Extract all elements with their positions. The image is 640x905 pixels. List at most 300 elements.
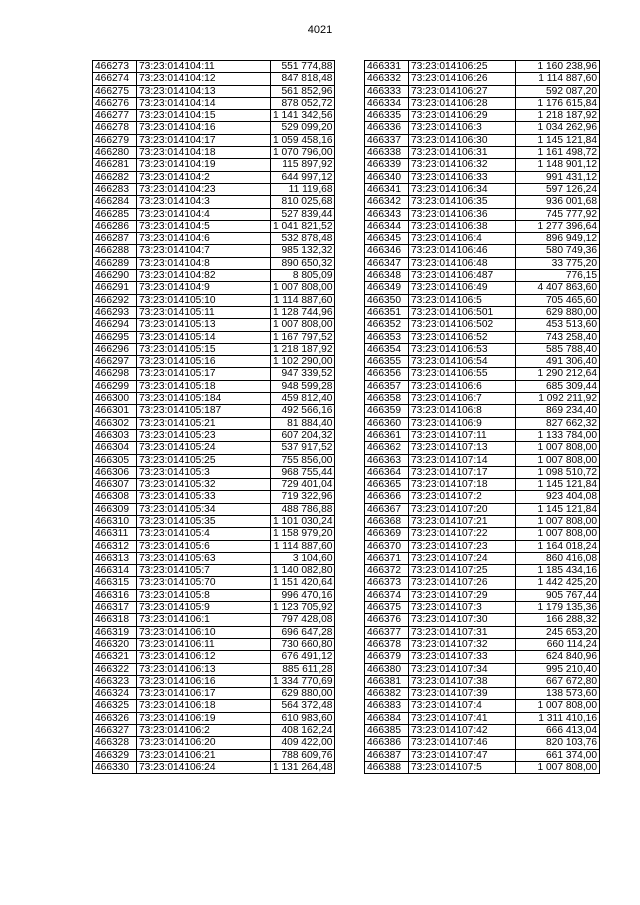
row-number-cell: 466360 (365, 417, 409, 429)
row-number-cell: 466289 (93, 257, 137, 269)
row-number-cell: 466322 (93, 663, 137, 675)
row-number-cell: 466367 (365, 503, 409, 515)
value-cell: 947 339,52 (271, 368, 335, 380)
cadastral-number-cell: 73:23:014104:2 (137, 171, 271, 183)
row-number-cell: 466339 (365, 159, 409, 171)
table-row (365, 737, 600, 749)
value-cell: 827 662,32 (516, 417, 600, 429)
value-cell: 1 092 211,92 (516, 393, 600, 405)
cadastral-number-cell: 73:23:014107:23 (409, 540, 516, 552)
row-number-cell: 466274 (93, 73, 137, 85)
value-cell: 705 465,60 (516, 294, 600, 306)
cadastral-number-cell: 73:23:014106:34 (409, 183, 516, 195)
table-row (93, 515, 335, 527)
cadastral-number-cell: 73:23:014107:13 (409, 442, 516, 454)
row-number-cell: 466369 (365, 528, 409, 540)
row-number-cell: 466387 (365, 749, 409, 761)
table-row (365, 331, 600, 343)
table-row (93, 97, 335, 109)
cadastral-number-cell: 73:23:014106:20 (137, 737, 271, 749)
value-cell: 1 131 264,48 (271, 761, 335, 773)
value-cell: 585 788,40 (516, 343, 600, 355)
value-cell: 730 660,80 (271, 638, 335, 650)
row-number-cell: 466321 (93, 651, 137, 663)
table-row (365, 405, 600, 417)
row-number-cell: 466284 (93, 196, 137, 208)
cadastral-number-cell: 73:23:014104:19 (137, 159, 271, 171)
cadastral-number-cell: 73:23:014105:15 (137, 343, 271, 355)
cadastral-number-cell: 73:23:014107:20 (409, 503, 516, 515)
row-number-cell: 466377 (365, 626, 409, 638)
table-row (93, 429, 335, 441)
cadastral-number-cell: 73:23:014104:6 (137, 233, 271, 245)
table-row (365, 417, 600, 429)
table-row (93, 356, 335, 368)
row-number-cell: 466282 (93, 171, 137, 183)
row-number-cell: 466378 (365, 638, 409, 650)
row-number-cell: 466375 (365, 602, 409, 614)
cadastral-number-cell: 73:23:014106:30 (409, 134, 516, 146)
table-row (93, 577, 335, 589)
value-cell: 905 767,44 (516, 589, 600, 601)
table-row (93, 147, 335, 159)
row-number-cell: 466325 (93, 700, 137, 712)
table-row (93, 503, 335, 515)
value-cell: 1 160 238,96 (516, 61, 600, 73)
value-cell: 660 114,24 (516, 638, 600, 650)
cadastral-number-cell: 73:23:014106:5 (409, 294, 516, 306)
value-cell: 878 052,72 (271, 97, 335, 109)
row-number-cell: 466328 (93, 737, 137, 749)
row-number-cell: 466374 (365, 589, 409, 601)
row-number-cell: 466316 (93, 589, 137, 601)
row-number-cell: 466286 (93, 220, 137, 232)
table-row (93, 638, 335, 650)
table-row (365, 614, 600, 626)
cadastral-number-cell: 73:23:014106:18 (137, 700, 271, 712)
value-cell: 453 513,60 (516, 319, 600, 331)
value-cell: 1 133 784,00 (516, 429, 600, 441)
table-row (93, 220, 335, 232)
row-number-cell: 466380 (365, 663, 409, 675)
table-row (93, 552, 335, 564)
row-number-cell: 466342 (365, 196, 409, 208)
row-number-cell: 466308 (93, 491, 137, 503)
cadastral-number-cell: 73:23:014107:38 (409, 675, 516, 687)
cadastral-number-cell: 73:23:014105:21 (137, 417, 271, 429)
table-row (93, 171, 335, 183)
table-row (365, 442, 600, 454)
cadastral-number-cell: 73:23:014107:39 (409, 688, 516, 700)
value-cell: 81 884,40 (271, 417, 335, 429)
value-cell: 1 167 797,52 (271, 331, 335, 343)
row-number-cell: 466373 (365, 577, 409, 589)
table-row (365, 380, 600, 392)
row-number-cell: 466341 (365, 183, 409, 195)
table-row (365, 565, 600, 577)
row-number-cell: 466310 (93, 515, 137, 527)
table-row (93, 417, 335, 429)
value-cell: 4 407 863,60 (516, 282, 600, 294)
row-number-cell: 466296 (93, 343, 137, 355)
row-number-cell: 466301 (93, 405, 137, 417)
row-number-cell: 466335 (365, 110, 409, 122)
cadastral-number-cell: 73:23:014106:4 (409, 233, 516, 245)
cadastral-number-cell: 73:23:014104:17 (137, 134, 271, 146)
row-number-cell: 466337 (365, 134, 409, 146)
row-number-cell: 466297 (93, 356, 137, 368)
value-cell: 896 949,12 (516, 233, 600, 245)
row-number-cell: 466313 (93, 552, 137, 564)
value-cell: 1 059 458,16 (271, 134, 335, 146)
cadastral-number-cell: 73:23:014106:52 (409, 331, 516, 343)
row-number-cell: 466302 (93, 417, 137, 429)
cadastral-number-cell: 73:23:014105:34 (137, 503, 271, 515)
register-table-left (92, 60, 335, 774)
table-row (365, 675, 600, 687)
value-cell: 629 880,00 (271, 688, 335, 700)
cadastral-number-cell: 73:23:014105:3 (137, 466, 271, 478)
table-row (365, 552, 600, 564)
value-cell: 597 126,24 (516, 183, 600, 195)
row-number-cell: 466294 (93, 319, 137, 331)
row-number-cell: 466295 (93, 331, 137, 343)
row-number-cell: 466276 (93, 97, 137, 109)
table-row (93, 663, 335, 675)
cadastral-number-cell: 73:23:014105:17 (137, 368, 271, 380)
table-row (93, 159, 335, 171)
row-number-cell: 466345 (365, 233, 409, 245)
row-number-cell: 466333 (365, 85, 409, 97)
cadastral-number-cell: 73:23:014107:31 (409, 626, 516, 638)
value-cell: 564 372,48 (271, 700, 335, 712)
cadastral-number-cell: 73:23:014104:3 (137, 196, 271, 208)
cadastral-number-cell: 73:23:014106:1 (137, 614, 271, 626)
table-row (93, 442, 335, 454)
value-cell: 1 007 808,00 (516, 700, 600, 712)
row-number-cell: 466334 (365, 97, 409, 109)
value-cell: 1 176 615,84 (516, 97, 600, 109)
row-number-cell: 466278 (93, 122, 137, 134)
cadastral-number-cell: 73:23:014106:55 (409, 368, 516, 380)
value-cell: 996 470,16 (271, 589, 335, 601)
table-row (365, 122, 600, 134)
value-cell: 166 288,32 (516, 614, 600, 626)
table-row (365, 220, 600, 232)
row-number-cell: 466318 (93, 614, 137, 626)
row-number-cell: 466291 (93, 282, 137, 294)
value-cell: 529 099,20 (271, 122, 335, 134)
row-number-cell: 466336 (365, 122, 409, 134)
table-row (93, 651, 335, 663)
row-number-cell: 466383 (365, 700, 409, 712)
table-row (93, 331, 335, 343)
table-row (93, 122, 335, 134)
value-cell: 624 840,96 (516, 651, 600, 663)
value-cell: 1 158 979,20 (271, 528, 335, 540)
value-cell: 1 161 498,72 (516, 147, 600, 159)
value-cell: 1 102 290,00 (271, 356, 335, 368)
row-number-cell: 466376 (365, 614, 409, 626)
value-cell: 527 839,44 (271, 208, 335, 220)
row-number-cell: 466273 (93, 61, 137, 73)
cadastral-number-cell: 73:23:014104:12 (137, 73, 271, 85)
row-number-cell: 466363 (365, 454, 409, 466)
table-row (365, 712, 600, 724)
value-cell: 580 749,36 (516, 245, 600, 257)
row-number-cell: 466275 (93, 85, 137, 97)
row-number-cell: 466386 (365, 737, 409, 749)
row-number-cell: 466346 (365, 245, 409, 257)
value-cell: 1 101 030,24 (271, 515, 335, 527)
cadastral-number-cell: 73:23:014105:35 (137, 515, 271, 527)
table-row (365, 626, 600, 638)
table-row (93, 761, 335, 773)
value-cell: 729 401,04 (271, 479, 335, 491)
row-number-cell: 466315 (93, 577, 137, 589)
cadastral-number-cell: 73:23:014106:26 (409, 73, 516, 85)
cadastral-number-cell: 73:23:014106:31 (409, 147, 516, 159)
row-number-cell: 466382 (365, 688, 409, 700)
table-row (93, 85, 335, 97)
value-cell: 676 491,12 (271, 651, 335, 663)
row-number-cell: 466306 (93, 466, 137, 478)
cadastral-number-cell: 73:23:014106:21 (137, 749, 271, 761)
table-row (365, 651, 600, 663)
cadastral-number-cell: 73:23:014106:53 (409, 343, 516, 355)
table-row (365, 429, 600, 441)
table-row (93, 393, 335, 405)
cadastral-number-cell: 73:23:014106:16 (137, 675, 271, 687)
value-cell: 532 878,48 (271, 233, 335, 245)
cadastral-number-cell: 73:23:014104:23 (137, 183, 271, 195)
cadastral-number-cell: 73:23:014107:30 (409, 614, 516, 626)
table-row (93, 712, 335, 724)
cadastral-number-cell: 73:23:014104:18 (137, 147, 271, 159)
cadastral-number-cell: 73:23:014107:32 (409, 638, 516, 650)
cadastral-number-cell: 73:23:014106:12 (137, 651, 271, 663)
cadastral-number-cell: 73:23:014107:4 (409, 700, 516, 712)
cadastral-number-cell: 73:23:014105:10 (137, 294, 271, 306)
table-row (93, 233, 335, 245)
value-cell: 610 983,60 (271, 712, 335, 724)
row-number-cell: 466281 (93, 159, 137, 171)
row-number-cell: 466366 (365, 491, 409, 503)
table-row (93, 479, 335, 491)
cadastral-number-cell: 73:23:014106:487 (409, 270, 516, 282)
cadastral-number-cell: 73:23:014106:35 (409, 196, 516, 208)
value-cell: 745 777,92 (516, 208, 600, 220)
cadastral-number-cell: 73:23:014107:25 (409, 565, 516, 577)
row-number-cell: 466312 (93, 540, 137, 552)
cadastral-number-cell: 73:23:014106:2 (137, 725, 271, 737)
table-row (365, 577, 600, 589)
row-number-cell: 466348 (365, 270, 409, 282)
row-number-cell: 466361 (365, 429, 409, 441)
cadastral-number-cell: 73:23:014105:33 (137, 491, 271, 503)
table-row (365, 257, 600, 269)
cadastral-number-cell: 73:23:014105:8 (137, 589, 271, 601)
cadastral-number-cell: 73:23:014107:33 (409, 651, 516, 663)
table-row (365, 282, 600, 294)
value-cell: 644 997,12 (271, 171, 335, 183)
table-row (365, 294, 600, 306)
row-number-cell: 466307 (93, 479, 137, 491)
row-number-cell: 466290 (93, 270, 137, 282)
table-row (365, 528, 600, 540)
value-cell: 985 132,32 (271, 245, 335, 257)
row-number-cell: 466320 (93, 638, 137, 650)
row-number-cell: 466355 (365, 356, 409, 368)
table-row (365, 343, 600, 355)
row-number-cell: 466372 (365, 565, 409, 577)
table-row (365, 134, 600, 146)
table-row (365, 761, 600, 773)
table-row (365, 749, 600, 761)
cadastral-number-cell: 73:23:014106:54 (409, 356, 516, 368)
cadastral-number-cell: 73:23:014107:47 (409, 749, 516, 761)
value-cell: 890 650,32 (271, 257, 335, 269)
row-number-cell: 466359 (365, 405, 409, 417)
value-cell: 592 087,20 (516, 85, 600, 97)
table-row (93, 368, 335, 380)
value-cell: 1 151 420,64 (271, 577, 335, 589)
table-row (365, 306, 600, 318)
value-cell: 667 672,80 (516, 675, 600, 687)
value-cell: 1 114 887,60 (271, 294, 335, 306)
value-cell: 661 374,00 (516, 749, 600, 761)
cadastral-number-cell: 73:23:014106:28 (409, 97, 516, 109)
value-cell: 245 653,20 (516, 626, 600, 638)
table-row (93, 528, 335, 540)
value-cell: 488 786,88 (271, 503, 335, 515)
table-row (93, 183, 335, 195)
row-number-cell: 466354 (365, 343, 409, 355)
cadastral-number-cell: 73:23:014104:5 (137, 220, 271, 232)
cadastral-number-cell: 73:23:014105:187 (137, 405, 271, 417)
table-row (93, 688, 335, 700)
row-number-cell: 466309 (93, 503, 137, 515)
row-number-cell: 466305 (93, 454, 137, 466)
value-cell: 991 431,12 (516, 171, 600, 183)
table-row (365, 171, 600, 183)
row-number-cell: 466323 (93, 675, 137, 687)
cadastral-number-cell: 73:23:014106:27 (409, 85, 516, 97)
table-row (365, 233, 600, 245)
value-cell: 885 611,28 (271, 663, 335, 675)
cadastral-number-cell: 73:23:014106:8 (409, 405, 516, 417)
row-number-cell: 466288 (93, 245, 137, 257)
cadastral-number-cell: 73:23:014107:21 (409, 515, 516, 527)
table-row (93, 306, 335, 318)
row-number-cell: 466388 (365, 761, 409, 773)
value-cell: 788 609,76 (271, 749, 335, 761)
row-number-cell: 466300 (93, 393, 137, 405)
table-row (365, 208, 600, 220)
value-cell: 1 148 901,12 (516, 159, 600, 171)
value-cell: 1 140 082,80 (271, 565, 335, 577)
row-number-cell: 466319 (93, 626, 137, 638)
value-cell: 409 422,00 (271, 737, 335, 749)
value-cell: 1 141 342,56 (271, 110, 335, 122)
table-row (365, 110, 600, 122)
cadastral-number-cell: 73:23:014104:8 (137, 257, 271, 269)
cadastral-number-cell: 73:23:014107:41 (409, 712, 516, 724)
row-number-cell: 466280 (93, 147, 137, 159)
row-number-cell: 466344 (365, 220, 409, 232)
cadastral-number-cell: 73:23:014107:42 (409, 725, 516, 737)
cadastral-number-cell: 73:23:014105:14 (137, 331, 271, 343)
cadastral-number-cell: 73:23:014104:15 (137, 110, 271, 122)
value-cell: 33 775,20 (516, 257, 600, 269)
cadastral-number-cell: 73:23:014105:6 (137, 540, 271, 552)
value-cell: 696 647,28 (271, 626, 335, 638)
row-number-cell: 466379 (365, 651, 409, 663)
table-row (365, 700, 600, 712)
value-cell: 408 162,24 (271, 725, 335, 737)
row-number-cell: 466324 (93, 688, 137, 700)
table-row (365, 147, 600, 159)
table-row (93, 343, 335, 355)
cadastral-number-cell: 73:23:014104:16 (137, 122, 271, 134)
table-row (93, 454, 335, 466)
table-row (365, 183, 600, 195)
row-number-cell: 466298 (93, 368, 137, 380)
cadastral-number-cell: 73:23:014107:22 (409, 528, 516, 540)
table-row (365, 196, 600, 208)
table-row (93, 466, 335, 478)
cadastral-number-cell: 73:23:014106:32 (409, 159, 516, 171)
table-row (365, 479, 600, 491)
value-cell: 138 573,60 (516, 688, 600, 700)
value-cell: 1 007 808,00 (271, 319, 335, 331)
table-row (365, 393, 600, 405)
row-number-cell: 466292 (93, 294, 137, 306)
table-row (365, 688, 600, 700)
cadastral-number-cell: 73:23:014105:24 (137, 442, 271, 454)
cadastral-number-cell: 73:23:014106:49 (409, 282, 516, 294)
table-row (365, 540, 600, 552)
value-cell: 607 204,32 (271, 429, 335, 441)
table-row (93, 270, 335, 282)
value-cell: 1 007 808,00 (516, 515, 600, 527)
row-number-cell: 466370 (365, 540, 409, 552)
cadastral-number-cell: 73:23:014105:11 (137, 306, 271, 318)
value-cell: 1 277 396,64 (516, 220, 600, 232)
value-cell: 1 070 796,00 (271, 147, 335, 159)
cadastral-number-cell: 73:23:014106:29 (409, 110, 516, 122)
value-cell: 3 104,60 (271, 552, 335, 564)
cadastral-number-cell: 73:23:014105:32 (137, 479, 271, 491)
table-row (93, 405, 335, 417)
table-row (365, 725, 600, 737)
table-row (93, 208, 335, 220)
row-number-cell: 466314 (93, 565, 137, 577)
row-number-cell: 466358 (365, 393, 409, 405)
value-cell: 1 007 808,00 (271, 282, 335, 294)
value-cell: 1 007 808,00 (516, 454, 600, 466)
table-row (365, 515, 600, 527)
cadastral-number-cell: 73:23:014104:4 (137, 208, 271, 220)
cadastral-number-cell: 73:23:014105:4 (137, 528, 271, 540)
table-row (93, 61, 335, 73)
table-row (93, 134, 335, 146)
cadastral-number-cell: 73:23:014107:24 (409, 552, 516, 564)
cadastral-number-cell: 73:23:014106:46 (409, 245, 516, 257)
page-number: 4021 (307, 24, 333, 36)
row-number-cell: 466353 (365, 331, 409, 343)
value-cell: 1 164 018,24 (516, 540, 600, 552)
